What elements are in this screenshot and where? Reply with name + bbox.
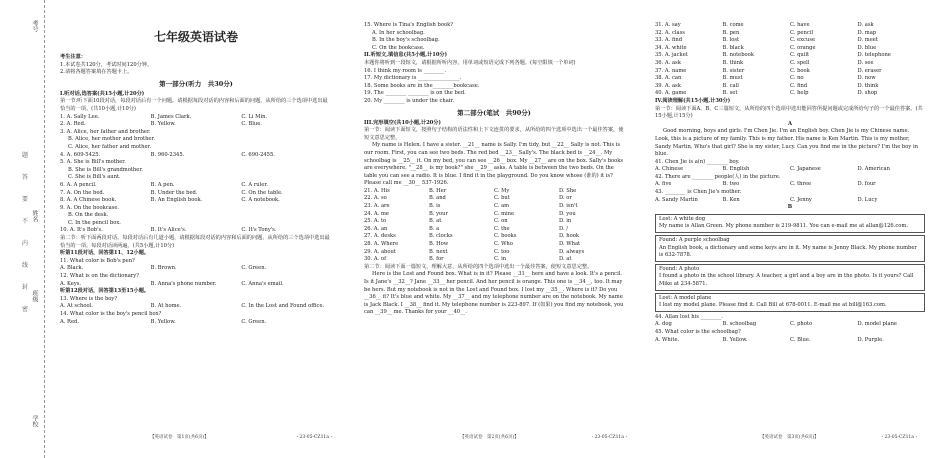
option-row: 40. A. game B. set C. help D. shop	[655, 90, 878, 97]
listening-item: B. On the desk.	[68, 212, 109, 219]
notice-box: Found: A photo I found a photo in the school library. A teacher, a girl and a boy are in the photo. Is it yours? Call Mike at 234-5871.	[655, 264, 925, 291]
notice-box: Found: A purple schoolbag An English book, a dictionary and some keys are in it. My name is Jenny Black. My phone number is 632-7878.	[655, 235, 925, 262]
seal-char: 封	[22, 284, 29, 291]
cloze-passage: My name is Helen. I have a sister. __21__ name is Sally. I'm tidy, but __22__ Sally is not. This is our room. First, you can see two beds. The red bed __23__ Sally's. The black bed is __24__. My schoolbag is __25__ it. On my bed, you can see __26__ box. My __27__ are on the box. Sally's books are everywhere. "__28__ is my book?" she __29__ asks. A table is between the two beds. On the table you can see a radio. It is blue. I find it in the playground. Do you know whose (谁的) it is? Please call me __30__ 537-1926.	[364, 142, 624, 187]
question: 42. There are ________ people(人) in the picture.	[655, 173, 781, 180]
page-code: ・23-05-CZ11a・	[295, 435, 334, 440]
question: 12. What is on the dictionary?	[60, 273, 140, 280]
listening-item: 6. A. A pencil. B. A pen. C. A ruler.	[60, 181, 268, 188]
options: A. At school. B. At home. C. In the Lost and Found office.	[60, 303, 325, 310]
page-code: ・23-05-CZ11a・	[590, 435, 629, 440]
option-row: 33. A. find B. lost C. excuse D. meet	[655, 37, 878, 44]
cloze-options	[364, 188, 624, 264]
seal-char: 线	[22, 262, 29, 269]
section-heading: II.听短文,填信息(共5小题,计10分)	[364, 52, 448, 59]
section-directions: 本题你将听到一段短文，请根据所听内容，用单词或短语完成下列各题。(每空限填一个单词)	[364, 59, 576, 66]
notice-box: Lost: A white dog My name is Allan Green. My phone number is 219-9811. You can e-mail me at allan@126.com.	[655, 214, 925, 233]
options: A. five B. two C. three D. four	[655, 181, 876, 188]
listening-item: C. In the pencil box.	[68, 219, 121, 226]
page-footer: 【英语试卷 第2页(共6页)】	[460, 435, 519, 440]
notice-box: Lost: A model plane I lost my model plane. Please find it. Call Bill at 678-0011. E-mail me at bill@163.com.	[655, 293, 925, 312]
option-row: 35. A. jacket B. notebook C. quilt D. telephone	[655, 52, 891, 59]
option-row: 28. A. Where B. How C. Who D. What	[364, 241, 581, 248]
option-row: 32. A. class B. pen C. pencil D. map	[655, 29, 877, 36]
listening-item: 10. A. It's Bob's. B. It's Alice's. C. It's Tony's.	[60, 227, 277, 234]
options: A. White. B. Yellow. C. Blue. D. Purple.	[655, 336, 884, 343]
options: A. Keys. B. Anna's phone number. C. Anna's email.	[60, 280, 284, 287]
option-row: 23. A. are B. is C. am D. isn't	[364, 203, 578, 210]
listening-item: 8. A. A Chinese book. B. An English book. C. A notebook.	[60, 197, 280, 204]
option-row: 24. A. me B. your C. mine D. you	[364, 210, 576, 217]
page-code: ・23-05-CZ11a・	[880, 435, 919, 440]
section-directions: 第一节:听下面10段对话，每段对话后有一个问题。请根据每段对话的内容和后面的问题，从所给的三个选项中选出最恰当的一项。(共10小题,计10分)	[60, 98, 328, 112]
section-directions: 第一节：阅读下面A、B、C三篇短文，从所给的四个选项中选出能回答所提问题或完成所给句子的一个最佳答案。(共15小题,计15分)	[655, 105, 923, 120]
kaohao-label: 考号	[31, 20, 38, 32]
listening-item: 3. A. Alice, her father and brother.	[60, 128, 151, 135]
options: A. Sandy Martin B. Ken C. Jenny D. Lucy	[655, 196, 878, 203]
option-row: 39. A. ask B. call C. find D. think	[655, 82, 879, 89]
sub-heading: 听第12段对话，回答第13至15小题。	[60, 288, 150, 295]
seal-char: 答	[22, 174, 29, 181]
option-row: 29. A. about B. next C. too D. always	[364, 248, 585, 255]
option: B. In the boy's schoolbag.	[372, 37, 440, 44]
option-row: 27. A. desks B. clocks C. books D. hook	[364, 233, 580, 240]
sub-heading: 听第11段对话，回答第11、12小题。	[60, 250, 150, 257]
blank-question: 18. Some books are in the________bookcase.	[364, 82, 480, 89]
blank-question: 16. I think my room is ________.	[364, 67, 446, 74]
seal-char: 密	[22, 306, 29, 313]
options: A. Black. B. Brown. C. Green.	[60, 265, 267, 272]
passage-label: A	[787, 120, 793, 127]
listening-item: B. She is Bill's grandmother.	[68, 166, 143, 173]
blank-question: 19. The ________ ________ is on the bed.	[364, 90, 466, 97]
listening-items	[60, 114, 332, 236]
seal-char: 题	[22, 152, 29, 159]
question: 44. Allan lost his ________.	[655, 313, 723, 320]
section-heading: III.完形填空(共10小题,计20分)	[364, 119, 441, 126]
option-row: 22. A. so B. and C. but D. or	[364, 195, 572, 202]
page-footer: 【英语试卷 第1页(共6页)】	[150, 435, 209, 440]
options: A. dog B. schoolbag C. photo D. model plane	[655, 321, 897, 328]
options: A. Chinese B. English C. Japanese D. American	[655, 166, 890, 173]
section-heading: I.听对话,选答案(共15小题,计20分)	[60, 90, 145, 97]
page-footer: 【英语试卷 第3页(共6页)】	[760, 435, 819, 440]
option: A. In her schoolbag.	[372, 29, 425, 36]
option-row: 37. A. name B. sister C. book D. eraser	[655, 67, 882, 74]
notice-heading: 考生注意：	[60, 54, 86, 60]
option-row: 21. A. His B. Her C. My D. She	[364, 187, 577, 194]
passage-label: B	[787, 204, 793, 211]
question: 11. What color is Bob's pen?	[60, 257, 135, 264]
question: 15. Where is Tina's English book?	[364, 22, 454, 28]
question: 45. What color is the schoolbag?	[655, 328, 741, 335]
column-3	[655, 22, 925, 344]
listening-item: 5. A. She is Bill's mother.	[60, 159, 126, 166]
option-row: 26. A. an B. a C. the D. /	[364, 225, 569, 232]
question: 13. Where is the boy?	[60, 295, 118, 302]
cloze-options-2	[655, 22, 925, 98]
blank-question: 20. My ________ is under the chair.	[364, 97, 455, 104]
notice-line: 1.本试卷共120分，考试时间120分钟。	[60, 61, 153, 68]
listening-item: 7. A. On the bed. B. Under the bed. C. On the table.	[60, 189, 283, 196]
notice-line: 2.请将各题答案填在答题卡上。	[60, 69, 133, 76]
column-2	[364, 22, 624, 317]
cloze-passage-2: Here is the Lost and Found box. What is in it? Please __31__ here and have a look. It's a pencil. Is it Jane's __32__? Jane __33__ her pencil. And her pencil is orange. This one is __34__, too. It may be hers. But my notebook is not in the Lost and Found box. I lost my __35__. Where is it? Do you __36__ it? It's blue and white. My __37__ and my telephone number are on the notebook. My name is Jack Black. I __38__ find it. My telephone number is 223-897. If (如果) you find my notebook, you can __39__ me. Thanks for your __40__.	[364, 271, 624, 316]
binding-margin	[0, 0, 45, 458]
option-row: 25. A. to B. at C. on D. in	[364, 218, 572, 225]
option: C. On the bookcase.	[372, 44, 425, 51]
xuexiao-label: 学校	[31, 415, 38, 427]
listening-item: C. Alice, her father and mother.	[68, 143, 152, 150]
option-row: 31. A. say B. come C. have D. ask	[655, 22, 874, 28]
option-row: 36. A. ask B. think C. spell D. see	[655, 59, 874, 66]
seal-char: 内	[22, 240, 29, 247]
reading-passage-a: Good morning, boys and girls. I'm Chen Jie. I'm an English boy. Chen Jie is my Chinese name. Look, this is a picture of my family. This is my father. His name is Ken Martin. This is my mother, Sandy Martin. Who's that girl? She is my sister, Lucy. Can you find me in the picture? I'm the boy in blue.	[655, 128, 918, 158]
question: 41. Chen Jie is a(n) ________ boy.	[655, 158, 740, 165]
exam-title: 七年级英语试卷	[153, 30, 238, 44]
seal-char: 要	[22, 196, 29, 203]
section-directions: 第一节：阅读下面短文，按照句子结构的语法性和上下文连贯的要求，从所给的四个选项中选出一个最佳答案，使短文意思完整。	[364, 127, 624, 141]
question: 14. What color is the boy's pencil box?	[60, 311, 162, 317]
banji-label: 班级	[31, 290, 38, 302]
listening-item: 4. A. 609-5425. B. 960-2345. C. 690-2455.	[60, 151, 275, 158]
xingming-label: 姓名	[31, 210, 38, 222]
section-directions: 第二节：阅读下面一篇短文，理解大意，从所给的四个选项中选出一个最佳答案，使短文意思完整。	[364, 263, 593, 270]
column-1	[60, 22, 332, 326]
blank-question: 17. My dictionary is ________________.	[364, 75, 462, 82]
section-heading: IV.阅读理解(共15小题,计30分)	[655, 97, 731, 104]
question: 43. ________ is Chen Jie's mother.	[655, 189, 742, 196]
option-row: 38. A. can B. must C. no D. now	[655, 75, 876, 82]
part1-heading: 第一部分(听力 共30分)	[159, 79, 233, 88]
listening-item: 9. A. On the bookcase.	[60, 204, 120, 211]
section-directions: 第二节：听下面两段对话，每段对话后有几道小题，请根据每段对话的内容和后面的问题，从所给的三个选项中选出最恰当的一项。每段对话读两遍。(共5小题,计10分)	[60, 235, 330, 249]
listening-item: 1. A. Sally Lee. B. James Clark. C. Li Min.	[60, 113, 268, 120]
listening-item: B. Alice, her mother and brother.	[68, 136, 156, 143]
seal-char: 不	[22, 218, 29, 225]
part2-heading: 第二部分(笔试 共90分)	[457, 108, 531, 117]
listening-item: C. She is Bill's aunt.	[68, 174, 121, 181]
option-row: 30. A. of B. for C. in D. at	[364, 256, 572, 263]
listening-item: 2. A. Red. B. Yellow. C. Blue.	[60, 121, 262, 128]
option-row: 34. A. white B. black C. orange D. blue	[655, 44, 877, 51]
options: A. Red. B. Yellow. C. Green.	[60, 318, 267, 325]
